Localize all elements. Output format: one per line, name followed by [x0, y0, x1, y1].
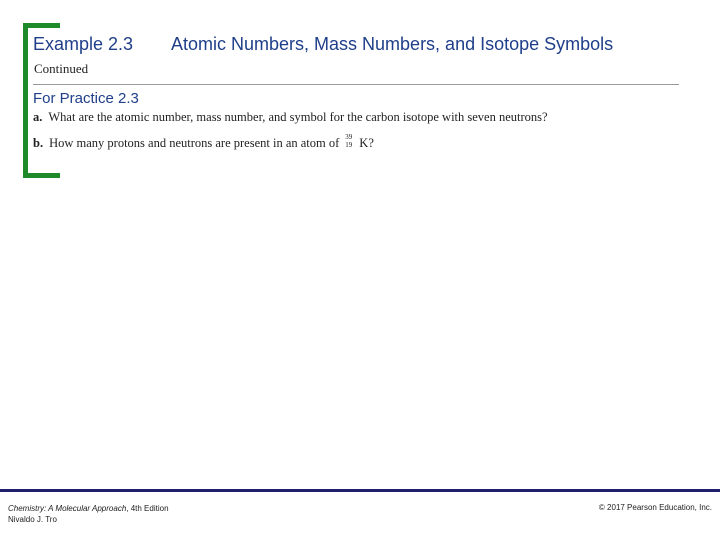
practice-heading: For Practice 2.3 [33, 90, 139, 107]
question-a-letter: a. [33, 110, 43, 124]
question-a [33, 110, 548, 125]
question-b-text: How many protons and neutrons are present in an atom of [49, 136, 340, 150]
footer-book-title: Chemistry: A Molecular Approach [8, 504, 127, 513]
footer-citation [8, 503, 169, 525]
question-b [33, 134, 374, 151]
isotope-element: K [359, 136, 369, 150]
question-a-text: What are the atomic number, mass number, and symbol for the carbon isotope with seven neutrons? [48, 110, 548, 124]
page-title: Atomic Numbers, Mass Numbers, and Isotope Symbols [171, 34, 614, 54]
isotope-atomic-number: 19 [345, 141, 353, 149]
footer-copyright: © 2017 Pearson Education, Inc. [598, 503, 712, 512]
question-b-suffix: ? [368, 136, 374, 150]
isotope-symbol [345, 134, 359, 150]
footer-author: Nivaldo J. Tro [8, 515, 57, 524]
example-label: Example 2.3 [33, 34, 134, 54]
continued-label: Continued [34, 61, 89, 76]
isotope-mass-number: 39 [345, 133, 353, 141]
footer-edition: , 4th Edition [126, 504, 169, 513]
question-b-letter: b. [33, 136, 44, 150]
header-divider [33, 84, 679, 85]
footer-divider [0, 489, 720, 492]
